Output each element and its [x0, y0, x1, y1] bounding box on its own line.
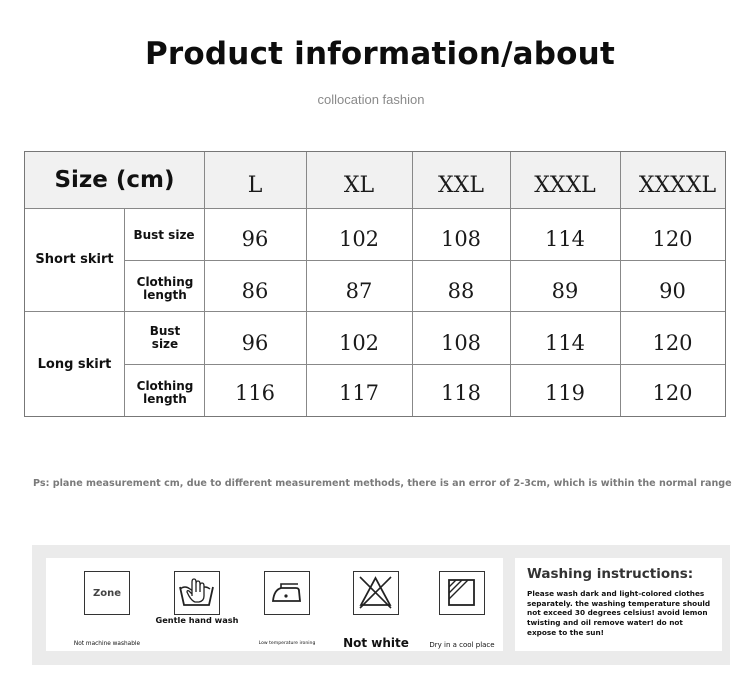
care-item-low-temp-iron [242, 571, 332, 649]
measure-label-clothing-length: Clothing length [136, 274, 194, 302]
table-divider [620, 152, 621, 416]
care-caption: Gentle hand wash [155, 615, 239, 625]
size-table [24, 151, 726, 417]
size-header-xxl: XXL [438, 172, 484, 198]
care-caption: Not machine washable [73, 641, 141, 647]
group-label-short-skirt: Short skirt [35, 252, 114, 267]
table-cell: 120 [652, 330, 693, 355]
zone-label: Zone [92, 587, 122, 599]
size-header-l: L [247, 172, 263, 198]
care-caption: Not white [343, 636, 409, 650]
washing-instructions-card [515, 558, 722, 651]
table-cell: 108 [440, 227, 482, 251]
group-label-long-skirt: Long skirt [37, 357, 112, 372]
care-caption: Low temperature ironing [258, 641, 316, 646]
table-cell: 96 [241, 227, 269, 251]
table-cell: 117 [338, 381, 380, 405]
measurement-note: Ps: plane measurement cm, due to different measurement methods, there is an error of 2-3cm, which is within the normal range [33, 478, 732, 489]
table-cell: 86 [241, 278, 269, 303]
washing-instructions-text: Please wash dark and light-colored clothes separately. the washing temperature should not exceed 30 degrees celsius! avoid lemon twisting and oil remove water! do not expose to the sun! [527, 589, 711, 637]
table-cell: 89 [551, 278, 579, 303]
table-cell: 119 [544, 381, 586, 405]
table-cell: 116 [234, 381, 276, 405]
table-cell: 88 [447, 278, 475, 303]
table-cell: 108 [440, 330, 482, 355]
care-item-do-not-bleach [331, 571, 421, 649]
table-cell: 120 [652, 381, 693, 405]
page-title: Product information/about [145, 36, 615, 72]
table-cell: 120 [652, 227, 693, 251]
table-divider [306, 152, 307, 416]
table-divider [124, 364, 725, 365]
size-column-header: Size (cm) [54, 167, 175, 193]
size-header-xxxxl: XXXXL [638, 172, 717, 198]
measure-label-bust-size: Bust size [149, 323, 181, 351]
table-cell: 118 [440, 381, 482, 405]
table-cell: 114 [544, 227, 586, 251]
table-divider [412, 152, 413, 416]
no-machine-wash-icon [84, 571, 130, 615]
washing-instructions-title: Washing instructions: [527, 566, 694, 582]
low-temperature-ironing-icon [264, 571, 310, 615]
table-cell: 90 [659, 278, 686, 303]
dry-in-shade-icon [439, 571, 485, 615]
table-divider [510, 152, 511, 416]
measure-label-clothing-length: Clothing length [136, 379, 194, 406]
care-item-hand-wash [152, 571, 242, 649]
table-cell: 102 [338, 330, 380, 355]
table-cell: 114 [544, 330, 586, 355]
care-item-dry-in-shade [417, 571, 507, 649]
page-subtitle: collocation fashion [317, 92, 425, 107]
washing-care-panel [32, 545, 730, 665]
table-cell: 87 [345, 278, 373, 303]
table-cell: 102 [338, 227, 380, 251]
table-divider [124, 260, 725, 261]
table-cell: 96 [241, 330, 269, 355]
do-not-bleach-icon [353, 571, 399, 615]
hand-wash-icon [174, 571, 220, 615]
care-item-no-machine-wash [62, 571, 152, 649]
care-caption: Dry in a cool place [429, 641, 495, 649]
care-icons-card [46, 558, 503, 651]
measure-label-bust-size: Bust size [133, 227, 195, 242]
size-header-xl: XL [343, 172, 375, 198]
size-header-xxxl: XXXL [534, 172, 596, 198]
table-divider [124, 208, 125, 416]
table-divider [204, 152, 205, 416]
